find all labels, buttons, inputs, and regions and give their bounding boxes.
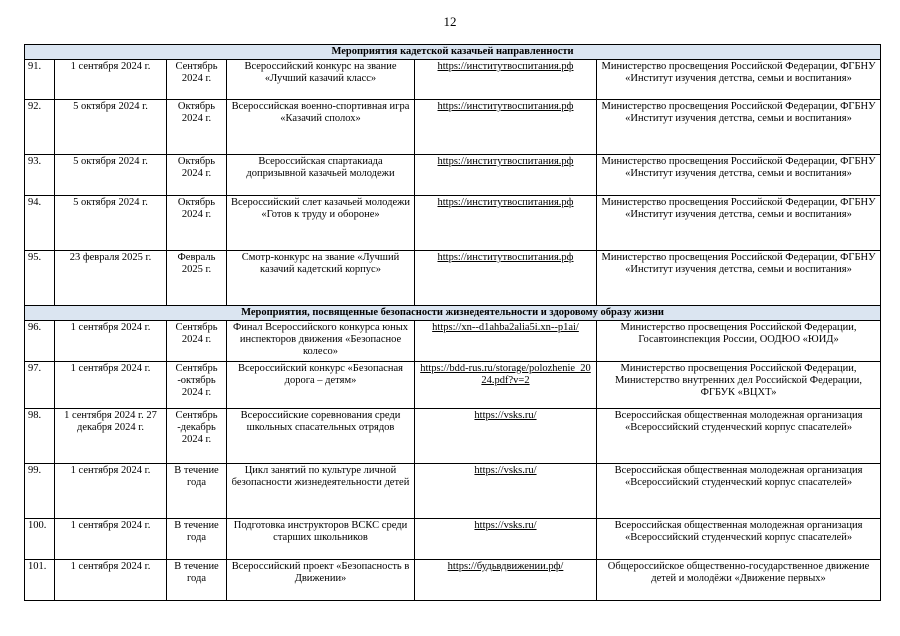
row-date: 23 февраля 2025 г. <box>55 251 167 306</box>
row-link-cell <box>415 362 597 409</box>
row-event-name: Цикл занятий по культуре личной безопасности жизнедеятельности детей <box>227 464 415 519</box>
row-date: 5 октября 2024 г. <box>55 155 167 196</box>
table-row <box>25 100 881 155</box>
row-date: 1 сентября 2024 г. <box>55 560 167 601</box>
row-date: 1 сентября 2024 г. <box>55 362 167 409</box>
row-period: Сентябрь 2024 г. <box>167 60 227 100</box>
row-period: В течение года <box>167 464 227 519</box>
row-organizer: Всероссийская общественная молодежная организация «Всероссийский студенческий корпус спасателей» <box>597 464 881 519</box>
row-period: Октябрь 2024 г. <box>167 100 227 155</box>
row-link-cell <box>415 409 597 464</box>
row-period: В течение года <box>167 560 227 601</box>
row-link-cell <box>415 464 597 519</box>
row-event-name: Всероссийский проект «Безопасность в Движении» <box>227 560 415 601</box>
row-link[interactable]: https://vsks.ru/ <box>474 410 537 421</box>
row-number: 100. <box>25 519 55 560</box>
row-organizer: Министерство просвещения Российской Федерации, ФГБНУ «Институт изучения детства, семьи и воспитания» <box>597 155 881 196</box>
row-number: 92. <box>25 100 55 155</box>
row-period: Февраль 2025 г. <box>167 251 227 306</box>
page-number: 12 <box>443 14 457 29</box>
row-organizer: Министерство просвещения Российской Федерации, ФГБНУ «Институт изучения детства, семьи и воспитания» <box>597 100 881 155</box>
row-period: Октябрь 2024 г. <box>167 155 227 196</box>
table-row <box>25 155 881 196</box>
row-link-cell <box>415 60 597 100</box>
table-row <box>25 251 881 306</box>
row-link[interactable]: https://bdd-rus.ru/storage/polozhenie_2024.pdf?v=2 <box>420 363 591 386</box>
row-period: Октябрь 2024 г. <box>167 196 227 251</box>
row-link[interactable]: https://институтвоспитания.рф <box>437 61 574 72</box>
row-period: В течение года <box>167 519 227 560</box>
row-organizer: Министерство просвещения Российской Федерации, Министерство внутренних дел Российской Федерации, ФГБУК «ВЦХТ» <box>597 362 881 409</box>
row-organizer: Министерство просвещения Российской Федерации, Госавтоинспекция России, ООДЮО «ЮИД» <box>597 321 881 362</box>
section-title: Мероприятия, посвященные безопасности жизнедеятельности и здоровому образу жизни <box>25 306 881 321</box>
row-date: 1 сентября 2024 г. 27 декабря 2024 г. <box>55 409 167 464</box>
row-link-cell <box>415 196 597 251</box>
row-date: 1 сентября 2024 г. <box>55 519 167 560</box>
row-number: 91. <box>25 60 55 100</box>
row-link-cell <box>415 519 597 560</box>
table-row <box>25 196 881 251</box>
row-organizer: Общероссийское общественно-государственное движение детей и молодёжи «Движение первых» <box>597 560 881 601</box>
row-link-cell <box>415 155 597 196</box>
row-event-name: Всероссийский конкурс на звание «Лучший казачий класс» <box>227 60 415 100</box>
row-link[interactable]: https://будьвдвижении.рф/ <box>447 561 564 572</box>
row-number: 93. <box>25 155 55 196</box>
row-link-cell <box>415 100 597 155</box>
row-event-name: Финал Всероссийского конкурса юных инспекторов движения «Безопасное колесо» <box>227 321 415 362</box>
row-date: 1 сентября 2024 г. <box>55 464 167 519</box>
row-link[interactable]: https://xn--d1ahba2alia5i.xn--p1ai/ <box>432 322 579 333</box>
table-row <box>25 321 881 362</box>
row-event-name: Всероссийский слет казачьей молодежи «Готов к труду и обороне» <box>227 196 415 251</box>
table-row <box>25 560 881 601</box>
row-organizer: Министерство просвещения Российской Федерации, ФГБНУ «Институт изучения детства, семьи и воспитания» <box>597 196 881 251</box>
row-link-cell <box>415 251 597 306</box>
row-event-name: Смотр-конкурс на звание «Лучший казачий кадетский корпус» <box>227 251 415 306</box>
row-event-name: Всероссийский конкурс «Безопасная дорога – детям» <box>227 362 415 409</box>
row-link[interactable]: https://vsks.ru/ <box>474 520 537 531</box>
row-link[interactable]: https://институтвоспитания.рф <box>437 197 574 208</box>
row-date: 5 октября 2024 г. <box>55 196 167 251</box>
table-row <box>25 519 881 560</box>
row-link[interactable]: https://институтвоспитания.рф <box>437 252 574 263</box>
row-number: 101. <box>25 560 55 601</box>
row-organizer: Министерство просвещения Российской Федерации, ФГБНУ «Институт изучения детства, семьи и воспитания» <box>597 60 881 100</box>
row-link-cell <box>415 321 597 362</box>
row-number: 97. <box>25 362 55 409</box>
row-date: 1 сентября 2024 г. <box>55 321 167 362</box>
row-link[interactable]: https://vsks.ru/ <box>474 465 537 476</box>
section-header <box>25 306 881 321</box>
row-date: 5 октября 2024 г. <box>55 100 167 155</box>
events-table <box>24 44 881 601</box>
row-event-name: Подготовка инструкторов ВСКС среди старших школьников <box>227 519 415 560</box>
row-period: Сентябрь -декабрь 2024 г. <box>167 409 227 464</box>
row-link-cell <box>415 560 597 601</box>
row-period: Сентябрь 2024 г. <box>167 321 227 362</box>
row-organizer: Министерство просвещения Российской Федерации, ФГБНУ «Институт изучения детства, семьи и воспитания» <box>597 251 881 306</box>
row-link[interactable]: https://институтвоспитания.рф <box>437 156 574 167</box>
row-number: 98. <box>25 409 55 464</box>
row-event-name: Всероссийская спартакиада допризывной казачьей молодежи <box>227 155 415 196</box>
row-number: 95. <box>25 251 55 306</box>
table-row <box>25 464 881 519</box>
row-number: 99. <box>25 464 55 519</box>
table-row <box>25 60 881 100</box>
table-row <box>25 409 881 464</box>
row-event-name: Всероссийская военно-спортивная игра «Казачий сполох» <box>227 100 415 155</box>
row-event-name: Всероссийские соревнования среди школьных спасательных отрядов <box>227 409 415 464</box>
row-period: Сентябрь -октябрь 2024 г. <box>167 362 227 409</box>
row-number: 96. <box>25 321 55 362</box>
row-date: 1 сентября 2024 г. <box>55 60 167 100</box>
section-header <box>25 45 881 60</box>
row-organizer: Всероссийская общественная молодежная организация «Всероссийский студенческий корпус спасателей» <box>597 409 881 464</box>
row-number: 94. <box>25 196 55 251</box>
row-link[interactable]: https://институтвоспитания.рф <box>437 101 574 112</box>
section-title: Мероприятия кадетской казачьей направленности <box>25 45 881 60</box>
table-row <box>25 362 881 409</box>
row-organizer: Всероссийская общественная молодежная организация «Всероссийский студенческий корпус спасателей» <box>597 519 881 560</box>
